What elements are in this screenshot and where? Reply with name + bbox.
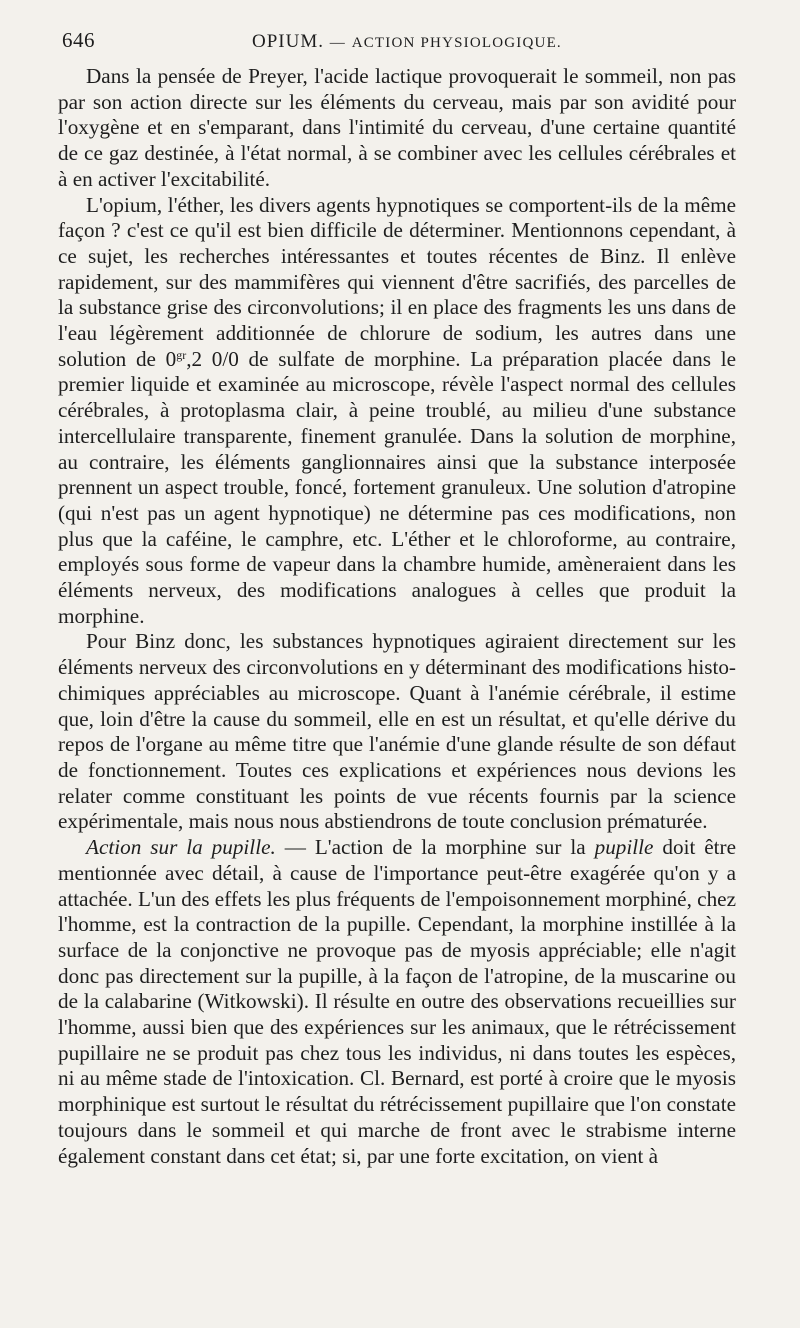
paragraph-binz-experiments	[58, 193, 736, 630]
italic-word-pupille: pupille	[594, 835, 654, 860]
running-subtitle: ACTION PHYSIOLOGIQUE.	[351, 35, 562, 51]
heading-dash: —	[275, 835, 315, 860]
running-head	[58, 28, 736, 64]
book-page	[58, 28, 736, 1169]
paragraph-pupil-text-b: doit être mentionnée avec détail, à cause de l'importance peut-être exagérée qu'on y a attachée. L'un des effets les plus fréquents de l'empoisonnement morphiné, chez l'homme, est la contraction de la pupille. Cependant, la morphine instillée à la surface de la conjonctive ne provoque pas de myosis appréciable; elle n'agit donc pas directement sur la pupille, à la façon de l'atropine, de la muscarine ou de la calabarine (Witkowski). Il résulte en outre des observations recueillies sur l'homme, aussi bien que des expériences sur les animaux, que le rétrécissement pupillaire ne se produit pas chez tous les individus, ni dans toutes les espèces, ni au même stade de l'intoxication. Cl. Bernard, est porté à croire que le myosis morphinique est surtout le résultat du rétrécissement pupillaire que l'on constate toujours dans le sommeil et qui marche de front avec le strabisme interne également constant dans cet état; si, par une forte excitation, on vient à	[58, 835, 737, 1168]
paragraph-binz-text-b: ,2 0/0 de sulfate de morphine. La préparation placée dans le premier liquide et examinée au microscope, révèle l'aspect normal des cellules cérébrales, à protoplasma clair, à peine troublé, au milieu d'une substance intercellulaire transparente, finement granulée. Dans la solution de morphine, au contraire, les éléments ganglionnaires ainsi que la substance interposée prennent un aspect trouble, foncé, fortement granuleux. Une solution d'atropine (qui n'est pas un agent hypnotique) ne détermine pas ces modifications, non plus que la caféine, le camphre, etc. L'éther et le chloroforme, au contraire, employés sous forme de vapeur dans la chambre humide, amèneraient dans les éléments nerveux, des modifications analogues à celles que produit la morphine.	[58, 346, 736, 628]
page-number: 646	[62, 28, 95, 52]
section-heading-pupil: Action sur la pupille.	[86, 835, 276, 860]
paragraph-pupil-text-a: L'action de la morphine sur la	[314, 835, 595, 860]
running-title: OPIUM.	[252, 31, 324, 52]
paragraph-binz-text-a: L'opium, l'éther, les divers agents hypnotiques se comportent-ils de la même façon ? c'est ce qu'il est bien difficile de déterminer. Mentionnons cependant, à ce sujet, les recherches intéressantes et toutes récentes de Binz. Il enlève rapidement, sur des mammifères qui viennent d'être sacrifiés, des parcelles de la substance grise des circonvolutions; il en place des fragments les uns dans de l'eau légèrement additionnée de chlorure de sodium, les autres dans une solution de 0	[58, 192, 736, 371]
paragraph-pupil-action	[58, 835, 736, 1169]
paragraph-binz-conclusion: Pour Binz donc, les substances hypnotiques agiraient directement sur les éléments nerveux des circonvolutions en y déterminant des modifications histo-chimiques appréciables au microscope. Quant à l'anémie cérébrale, il estime que, loin d'être la cause du sommeil, elle en est un résultat, et qu'elle dérive du repos de l'organe au même titre que l'anémie d'une glande résulte de son défaut de fonctionnement. Toutes ces explications et expériences nous devions les relater comme constituant les points de vue récents fournis par la science expérimentale, mais nous nous abstiendrons de toute conclusion prématurée.	[58, 629, 736, 834]
paragraph-preyer: Dans la pensée de Preyer, l'acide lactique provoquerait le sommeil, non pas par son action directe sur les éléments du cerveau, mais par son avidité pour l'oxygène et en s'emparant, dans l'intimité du cerveau, d'une certaine quantité de ce gaz destinée, à l'état normal, à se combiner avec les cellules cérébrales et à en activer l'excitabilité.	[58, 64, 736, 191]
body-text	[58, 64, 736, 1169]
running-title-separator: —	[329, 35, 346, 51]
gram-abbreviation: gr	[176, 347, 187, 362]
